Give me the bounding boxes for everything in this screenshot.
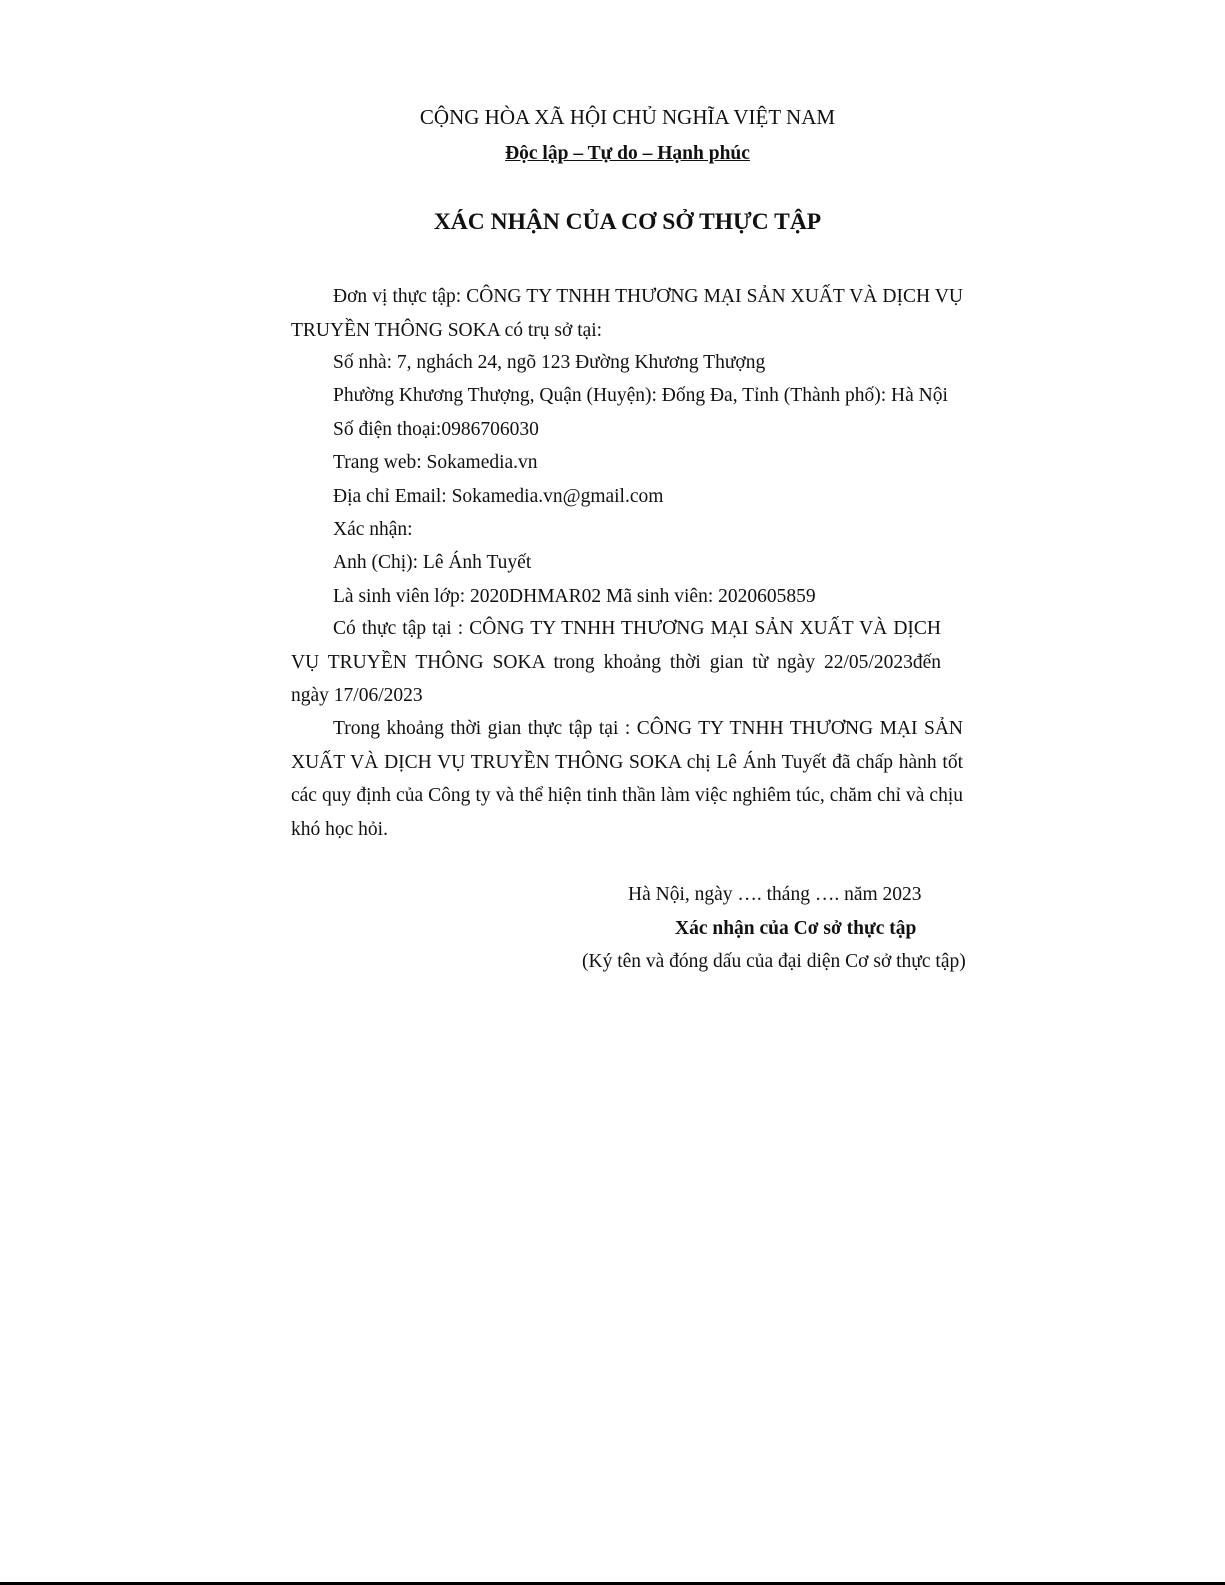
website-line: Trang web: Sokamedia.vn [333, 452, 538, 473]
internship-period-paragraph: Có thực tập tại : CÔNG TY TNHH THƯƠNG MẠI SẢN XUẤT VÀ DỊCH VỤ TRUYỀN THÔNG SOKA trong khoảng thời gian từ ngày 22/05/2023đến ngày 17/06/2023 [291, 618, 941, 706]
email-line: Địa chỉ Email: Sokamedia.vn@gmail.com [333, 486, 664, 507]
confirmation-label: Xác nhận: [333, 519, 413, 540]
district-line: Phường Khương Thượng, Quận (Huyện): Đống Đa, Tỉnh (Thành phố): Hà Nội [333, 385, 948, 406]
national-motto: Độc lập – Tự do – Hạnh phúc [505, 143, 750, 164]
document-title: XÁC NHẬN CỦA CƠ SỞ THỰC TẬP [433, 209, 822, 235]
student-name-line: Anh (Chị): Lê Ánh Tuyết [333, 552, 532, 573]
signature-title: Xác nhận của Cơ sở thực tập [675, 918, 917, 939]
phone-line: Số điện thoại:0986706030 [333, 419, 539, 440]
signature-note: (Ký tên và đóng dấu của đại diện Cơ sở thực tập) [582, 951, 966, 972]
student-class-line: Là sinh viên lớp: 2020DHMAR02 Mã sinh viên: 2020605859 [333, 586, 816, 607]
unit-intro-paragraph: Đơn vị thực tập: CÔNG TY TNHH THƯƠNG MẠI SẢN XUẤT VÀ DỊCH VỤ TRUYỀN THÔNG SOKA có trụ sở tại: [291, 286, 963, 341]
national-title: CỘNG HÒA XÃ HỘI CHỦ NGHĨA VIỆT NAM [419, 105, 836, 129]
place-date: Hà Nội, ngày …. tháng …. năm 2023 [628, 884, 922, 905]
address-line: Số nhà: 7, nghách 24, ngõ 123 Đường Khương Thượng [333, 352, 766, 373]
evaluation-paragraph: Trong khoảng thời gian thực tập tại : CÔNG TY TNHH THƯƠNG MẠI SẢN XUẤT VÀ DỊCH VỤ TRUYỀN THÔNG SOKA chị Lê Ánh Tuyết đã chấp hành tốt các quy định của Công ty và thể hiện tinh thần làm việc nghiêm túc, chăm chỉ và chịu khó học hỏi. [291, 718, 963, 840]
